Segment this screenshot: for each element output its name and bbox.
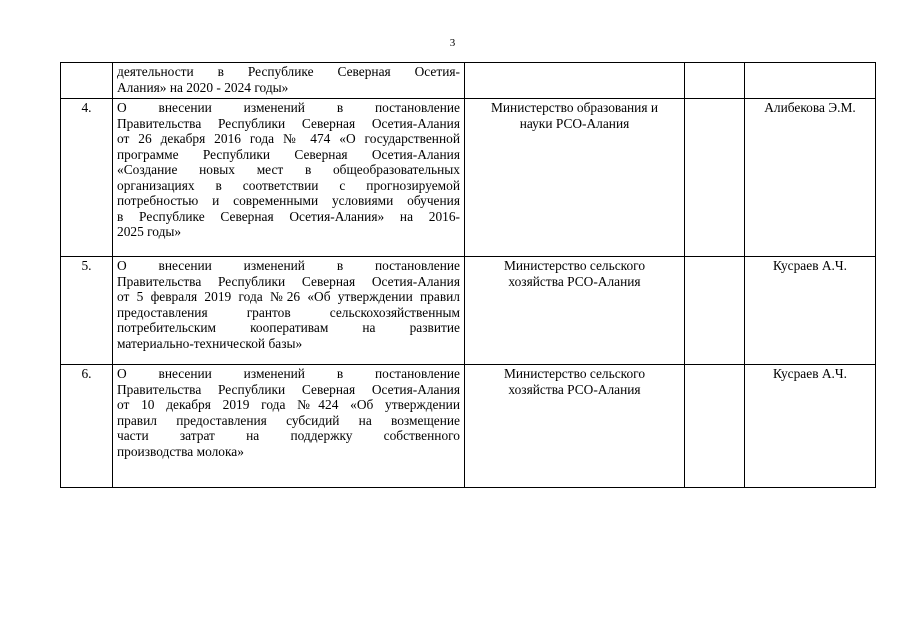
document-title-line: Правительства Республики Северная Осетия-Алания [117,115,460,131]
document-title-line: части затрат на поддержку собственного [117,428,460,443]
document-title-line: предоставления грантов сельскохозяйственным [117,304,460,320]
organization-line: Министерство сельского [503,366,646,381]
organization-line: Министерство сельского [503,258,646,273]
responsible-organization-cell [465,365,685,488]
document-title-line: потребительским кооперативам на развитие [117,320,460,335]
page-number: 3 [449,37,456,49]
row-number-cell [61,63,113,99]
document-title-line: 2025 годы» [117,224,182,239]
document-title-line: материально-технической базы» [117,335,303,351]
document-title-cell [113,99,465,257]
organization-line: Министерство образования и [490,100,659,115]
empty-cell [685,99,745,257]
empty-cell [685,365,745,488]
document-title-line: организациях в соответствии с прогнозируемой [117,177,460,193]
row-number-cell: 5. [61,257,113,365]
document-title-line: О внесении изменений в постановление [117,366,460,381]
row-number-cell: 4. [61,99,113,257]
responsible-person-cell [745,63,876,99]
document-title-line: О внесении изменений в постановление [117,258,460,273]
table-row [61,63,876,99]
document-title-line: «Создание новых мест в общеобразовательных [117,162,460,177]
document-title-line: деятельности в Республике Северная Осетия- [117,64,460,79]
document-title-cell [113,257,465,365]
document-title-line: от 26 декабря 2016 года № 474 «О государственной [117,131,460,146]
responsible-person-cell: Алибекова Э.М. [745,99,876,257]
document-title-line: Алания» на 2020 - 2024 годы» [117,79,289,95]
table-row [61,365,876,488]
empty-cell [685,63,745,99]
document-title-cell [113,365,465,488]
responsible-organization-cell [465,63,685,99]
organization-line: хозяйства РСО-Алания [508,273,641,289]
table-row [61,257,876,365]
empty-cell [685,257,745,365]
document-title-line: Правительства Республики Северная Осетия-Алания [117,273,460,289]
row-number-cell: 6. [61,365,113,488]
document-title-line: О внесении изменений в постановление [117,100,460,115]
document-title-line: от 10 декабря 2019 года №424 «Об утверждении [117,397,460,412]
responsible-organization-cell [465,99,685,257]
organization-line: науки РСО-Алания [519,115,630,131]
document-title-line: в Республике Северная Осетия-Алания» на 2016- [117,208,460,224]
table-row [61,99,876,257]
organization-line: хозяйства РСО-Алания [508,381,641,397]
document-title-line: правил предоставления субсидий на возмещение [117,412,460,428]
document-table [60,62,876,488]
document-title-line: Правительства Республики Северная Осетия-Алания [117,381,460,397]
document-title-line: от 5 февраля 2019 года №26 «Об утверждении правил [117,289,460,304]
document-title-cell [113,63,465,99]
responsible-person-cell: Кусраев А.Ч. [745,365,876,488]
document-title-line: потребностью и современными условиями обучения [117,193,460,208]
responsible-organization-cell [465,257,685,365]
table-body [61,63,876,488]
document-title-line: программе Республики Северная Осетия-Алания [117,146,460,162]
responsible-person-cell: Кусраев А.Ч. [745,257,876,365]
document-title-line: производства молока» [117,443,244,459]
